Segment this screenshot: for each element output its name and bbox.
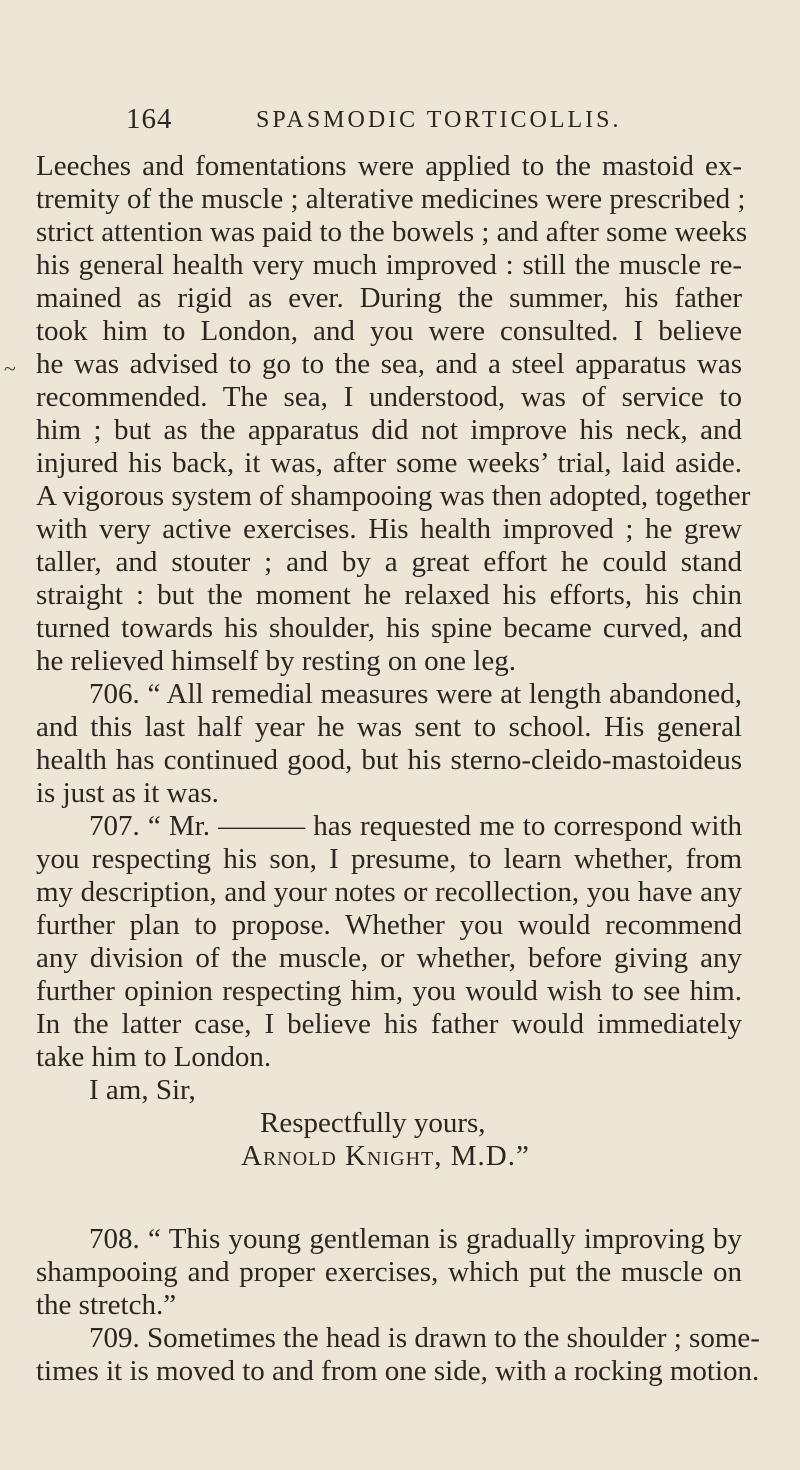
text-line: further plan to propose. Whether you would recommend — [36, 909, 742, 941]
text-line: health has continued good, but his sterno-cleido-mastoideus — [36, 744, 742, 776]
text-line: mained as rigid as ever. During the summer, his father — [36, 282, 742, 314]
running-title: SPASMODIC TORTICOLLIS. — [256, 107, 622, 133]
text-line: and this last half year he was sent to school. His general — [36, 711, 742, 743]
text-line: you respecting his son, I presume, to learn whether, from — [36, 843, 742, 875]
text-line: further opinion respecting him, you would wish to see him. — [36, 975, 742, 1007]
text-line: straight : but the moment he relaxed his efforts, his chin — [36, 579, 742, 611]
margin-mark: ~ — [4, 356, 16, 381]
text-line: his general health very much improved : still the muscle re- — [36, 249, 742, 281]
letter-closing: I am, Sir, — [89, 1074, 196, 1106]
signature-name: Arnold Knight, M.D.” — [241, 1140, 530, 1172]
text-line: tremity of the muscle ; alterative medicines were prescribed ; — [36, 183, 746, 215]
text-line: he was advised to go to the sea, and a steel apparatus was — [36, 348, 742, 380]
text-line: In the latter case, I believe his father would immediately — [36, 1008, 742, 1040]
text-line: shampooing and proper exercises, which put the muscle on — [36, 1256, 742, 1288]
text-line: with very active exercises. His health improved ; he grew — [36, 513, 742, 545]
text-line: him ; but as the apparatus did not improve his neck, and — [36, 414, 742, 446]
text-line: took him to London, and you were consulted. I believe — [36, 315, 742, 347]
page-header — [0, 103, 800, 143]
page-number: 164 — [126, 103, 173, 135]
text-line: recommended. The sea, I understood, was of service to — [36, 381, 742, 413]
text-line: times it is moved to and from one side, with a rocking motion. — [36, 1355, 760, 1387]
text-line: taller, and stouter ; and by a great effort he could stand — [36, 546, 742, 578]
text-line: Leeches and fomentations were applied to the mastoid ex- — [36, 150, 742, 182]
text-line: is just as it was. — [36, 777, 219, 809]
paragraph-707-first-line: 707. “ Mr. ——— has requested me to correspond with — [89, 810, 742, 842]
text-line: my description, and your notes or recollection, you have any — [36, 876, 742, 908]
text-line: take him to London. — [36, 1041, 272, 1073]
text-line: A vigorous system of shampooing was then adopted, together — [36, 480, 751, 512]
text-line: the stretch.” — [36, 1289, 177, 1321]
letter-valediction: Respectfully yours, — [260, 1107, 486, 1139]
text-line: injured his back, it was, after some weeks’ trial, laid aside. — [36, 447, 742, 479]
text-line: strict attention was paid to the bowels ; and after some weeks — [36, 216, 748, 248]
text-line: he relieved himself by resting on one leg. — [36, 645, 516, 677]
text-line: any division of the muscle, or whether, before giving any — [36, 942, 742, 974]
paragraph-709-first-line: 709. Sometimes the head is drawn to the shoulder ; some- — [89, 1322, 760, 1354]
paragraph-706-first-line: 706. “ All remedial measures were at length abandoned, — [89, 678, 742, 710]
paragraph-708-first-line: 708. “ This young gentleman is gradually improving by — [89, 1223, 742, 1255]
text-line: turned towards his shoulder, his spine became curved, and — [36, 612, 742, 644]
